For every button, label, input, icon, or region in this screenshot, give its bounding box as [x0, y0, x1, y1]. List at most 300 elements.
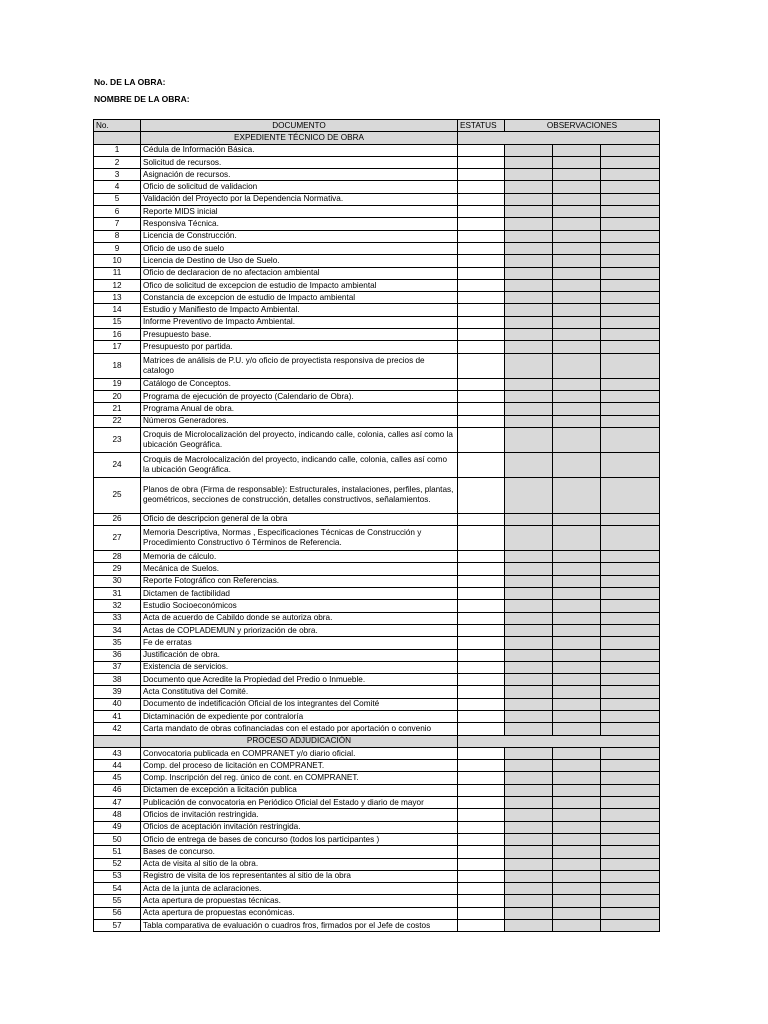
status-cell[interactable]: [458, 723, 505, 735]
document-name: Croquis de Macrolocalización del proyecto, indicando calle, colonia, calles así como la ubicación Geográfica.: [141, 452, 458, 477]
observation-cell[interactable]: [553, 563, 601, 575]
observation-cell[interactable]: [601, 353, 660, 378]
observation-cell[interactable]: [505, 513, 553, 525]
status-cell[interactable]: [458, 846, 505, 858]
observation-cell[interactable]: [505, 255, 553, 267]
observation-cell[interactable]: [505, 403, 553, 415]
observation-cell[interactable]: [553, 477, 601, 513]
observation-cell[interactable]: [601, 513, 660, 525]
observation-cell[interactable]: [601, 427, 660, 452]
row-number: 35: [94, 637, 141, 649]
observation-cell[interactable]: [553, 403, 601, 415]
observation-cell[interactable]: [601, 883, 660, 895]
status-cell[interactable]: [458, 230, 505, 242]
document-name: Dictamen de factibilidad: [141, 588, 458, 600]
observation-cell[interactable]: [505, 526, 553, 551]
observation-cell[interactable]: [601, 230, 660, 242]
status-cell[interactable]: [458, 292, 505, 304]
status-cell[interactable]: [458, 267, 505, 279]
observation-cell[interactable]: [601, 169, 660, 181]
observation-cell[interactable]: [553, 575, 601, 587]
observation-cell[interactable]: [553, 513, 601, 525]
status-cell[interactable]: [458, 329, 505, 341]
document-name: Croquis de Microlocalización del proyecto, indicando calle, colonia, calles así como la ubicación Geográfica.: [141, 427, 458, 452]
status-cell[interactable]: [458, 821, 505, 833]
row-number: 34: [94, 624, 141, 636]
observation-cell[interactable]: [553, 390, 601, 402]
status-cell[interactable]: [458, 403, 505, 415]
observation-cell[interactable]: [601, 920, 660, 932]
status-cell[interactable]: [458, 144, 505, 156]
status-cell[interactable]: [458, 156, 505, 168]
observation-cell[interactable]: [553, 242, 601, 254]
observation-cell[interactable]: [505, 267, 553, 279]
observation-cell[interactable]: [601, 279, 660, 291]
observation-cell[interactable]: [601, 846, 660, 858]
observation-cell[interactable]: [505, 821, 553, 833]
observation-cell[interactable]: [601, 156, 660, 168]
status-cell[interactable]: [458, 612, 505, 624]
column-header-no: No.: [94, 120, 141, 132]
observation-cell[interactable]: [553, 624, 601, 636]
observation-cell[interactable]: [505, 920, 553, 932]
observation-cell[interactable]: [553, 378, 601, 390]
observation-cell[interactable]: [505, 907, 553, 919]
document-name: Matrices de análisis de P.U. y/o oficio de proyectista responsiva de precios de catalogo: [141, 353, 458, 378]
observation-cell[interactable]: [601, 858, 660, 870]
observation-cell[interactable]: [601, 193, 660, 205]
status-cell[interactable]: [458, 698, 505, 710]
observation-cell[interactable]: [601, 710, 660, 722]
observation-cell[interactable]: [505, 686, 553, 698]
status-cell[interactable]: [458, 649, 505, 661]
observation-cell[interactable]: [601, 181, 660, 193]
status-cell[interactable]: [458, 784, 505, 796]
observation-cell[interactable]: [505, 329, 553, 341]
document-name: Cédula de Información Básica.: [141, 144, 458, 156]
observation-cell[interactable]: [505, 747, 553, 759]
observation-cell[interactable]: [601, 415, 660, 427]
observation-cell[interactable]: [601, 563, 660, 575]
status-cell[interactable]: [458, 551, 505, 563]
observation-cell[interactable]: [601, 218, 660, 230]
document-name: Oficio de entrega de bases de concurso (todos los participantes ): [141, 833, 458, 845]
observation-cell[interactable]: [505, 870, 553, 882]
observation-cell[interactable]: [505, 710, 553, 722]
row-number: 21: [94, 403, 141, 415]
observation-cell[interactable]: [553, 193, 601, 205]
status-cell[interactable]: [458, 870, 505, 882]
row-number: 48: [94, 809, 141, 821]
observation-cell[interactable]: [553, 218, 601, 230]
status-cell[interactable]: [458, 710, 505, 722]
table-row: [94, 563, 660, 575]
observation-cell[interactable]: [601, 551, 660, 563]
observation-cell[interactable]: [601, 661, 660, 673]
observation-cell[interactable]: [601, 674, 660, 686]
observation-cell[interactable]: [505, 588, 553, 600]
observation-cell[interactable]: [505, 895, 553, 907]
observation-cell[interactable]: [505, 661, 553, 673]
observation-cell[interactable]: [601, 390, 660, 402]
row-number: 2: [94, 156, 141, 168]
status-cell[interactable]: [458, 415, 505, 427]
observation-cell[interactable]: [601, 797, 660, 809]
table-row: [94, 698, 660, 710]
observation-cell[interactable]: [505, 193, 553, 205]
table-row: [94, 169, 660, 181]
observation-cell[interactable]: [601, 341, 660, 353]
observation-cell[interactable]: [553, 870, 601, 882]
observation-cell[interactable]: [505, 316, 553, 328]
observation-cell[interactable]: [601, 821, 660, 833]
status-cell[interactable]: [458, 353, 505, 378]
observation-cell[interactable]: [601, 833, 660, 845]
observation-cell[interactable]: [601, 637, 660, 649]
observation-cell[interactable]: [553, 895, 601, 907]
observation-cell[interactable]: [553, 230, 601, 242]
observation-cell[interactable]: [601, 292, 660, 304]
observation-cell[interactable]: [505, 144, 553, 156]
document-name: Presupuesto por partida.: [141, 341, 458, 353]
observation-cell[interactable]: [601, 452, 660, 477]
status-cell[interactable]: [458, 181, 505, 193]
observation-cell[interactable]: [553, 255, 601, 267]
observation-cell[interactable]: [601, 600, 660, 612]
observation-cell[interactable]: [601, 378, 660, 390]
observation-cell[interactable]: [601, 723, 660, 735]
observation-cell[interactable]: [601, 907, 660, 919]
observation-cell[interactable]: [601, 255, 660, 267]
table-row: [94, 588, 660, 600]
observation-cell[interactable]: [505, 206, 553, 218]
document-name: Carta mandato de obras cofinanciadas con el estado por aportación o convenio: [141, 723, 458, 735]
observation-cell[interactable]: [601, 760, 660, 772]
status-cell[interactable]: [458, 772, 505, 784]
table-row: [94, 686, 660, 698]
table-row: [94, 304, 660, 316]
status-cell[interactable]: [458, 279, 505, 291]
document-name: Validación del Proyecto por la Dependencia Normativa.: [141, 193, 458, 205]
status-cell[interactable]: [458, 427, 505, 452]
observation-cell[interactable]: [553, 415, 601, 427]
row-number: 33: [94, 612, 141, 624]
observation-cell[interactable]: [505, 551, 553, 563]
status-cell[interactable]: [458, 242, 505, 254]
observation-cell[interactable]: [601, 206, 660, 218]
row-number: 30: [94, 575, 141, 587]
table-row: [94, 156, 660, 168]
observation-cell[interactable]: [505, 353, 553, 378]
status-cell[interactable]: [458, 747, 505, 759]
table-row: [94, 477, 660, 513]
column-header-estatus: ESTATUS: [458, 120, 505, 132]
observation-cell[interactable]: [505, 279, 553, 291]
observation-cell[interactable]: [601, 747, 660, 759]
status-cell[interactable]: [458, 809, 505, 821]
observation-cell[interactable]: [505, 846, 553, 858]
observation-cell[interactable]: [553, 169, 601, 181]
row-number: 39: [94, 686, 141, 698]
observation-cell[interactable]: [505, 390, 553, 402]
observation-cell[interactable]: [505, 169, 553, 181]
table-row: [94, 230, 660, 242]
observation-cell[interactable]: [505, 575, 553, 587]
status-cell[interactable]: [458, 858, 505, 870]
observation-cell[interactable]: [505, 600, 553, 612]
document-name: Justificación de obra.: [141, 649, 458, 661]
observation-cell[interactable]: [553, 267, 601, 279]
observation-cell[interactable]: [505, 230, 553, 242]
document-name: Estudio Socioeconómicos: [141, 600, 458, 612]
observation-cell[interactable]: [553, 747, 601, 759]
status-cell[interactable]: [458, 193, 505, 205]
status-cell[interactable]: [458, 255, 505, 267]
observation-cell[interactable]: [553, 821, 601, 833]
observation-cell[interactable]: [505, 833, 553, 845]
status-cell[interactable]: [458, 452, 505, 477]
observation-cell[interactable]: [505, 797, 553, 809]
row-number: 29: [94, 563, 141, 575]
observation-cell[interactable]: [553, 156, 601, 168]
table-row: [94, 907, 660, 919]
observation-cell[interactable]: [505, 242, 553, 254]
status-cell[interactable]: [458, 588, 505, 600]
status-cell[interactable]: [458, 563, 505, 575]
observation-cell[interactable]: [601, 895, 660, 907]
observation-cell[interactable]: [553, 686, 601, 698]
document-name: Oficios de aceptación invitación restringida.: [141, 821, 458, 833]
document-name: Oficio de solicitud de validacion: [141, 181, 458, 193]
row-number: 5: [94, 193, 141, 205]
observation-cell[interactable]: [505, 427, 553, 452]
status-cell[interactable]: [458, 378, 505, 390]
observation-cell[interactable]: [505, 452, 553, 477]
observation-cell[interactable]: [601, 304, 660, 316]
observation-cell[interactable]: [553, 760, 601, 772]
table-row: [94, 255, 660, 267]
observation-cell[interactable]: [505, 649, 553, 661]
observation-cell[interactable]: [553, 316, 601, 328]
row-number: 17: [94, 341, 141, 353]
observation-cell[interactable]: [505, 292, 553, 304]
observation-cell[interactable]: [601, 649, 660, 661]
observation-cell[interactable]: [601, 403, 660, 415]
document-name: Oficios de invitación restringida.: [141, 809, 458, 821]
observation-cell[interactable]: [553, 920, 601, 932]
document-name: Acta apertura de propuestas económicas.: [141, 907, 458, 919]
document-name: Planos de obra (Firma de responsable): Estructurales, instalaciones, perfiles, plantas, geométricos, secciones de construcción, detalles constructivos, señalamientos.: [141, 477, 458, 513]
table-row: [94, 353, 660, 378]
status-cell[interactable]: [458, 206, 505, 218]
document-name: Mecánica de Suelos.: [141, 563, 458, 575]
status-cell[interactable]: [458, 477, 505, 513]
document-name: Documento de indetificación Oficial de los integrantes del Comité: [141, 698, 458, 710]
status-cell[interactable]: [458, 833, 505, 845]
observation-cell[interactable]: [505, 698, 553, 710]
document-name: Oficio de uso de suelo: [141, 242, 458, 254]
observation-cell[interactable]: [553, 341, 601, 353]
observation-cell[interactable]: [553, 612, 601, 624]
observation-cell[interactable]: [553, 551, 601, 563]
observation-cell[interactable]: [553, 858, 601, 870]
observation-cell[interactable]: [601, 624, 660, 636]
document-name: Programa de ejecución de proyecto (Calendario de Obra).: [141, 390, 458, 402]
row-number: 53: [94, 870, 141, 882]
status-cell[interactable]: [458, 637, 505, 649]
observation-cell[interactable]: [601, 329, 660, 341]
observation-cell[interactable]: [601, 477, 660, 513]
observation-cell[interactable]: [553, 833, 601, 845]
observation-cell[interactable]: [601, 316, 660, 328]
observation-cell[interactable]: [553, 649, 601, 661]
observation-cell[interactable]: [505, 772, 553, 784]
status-cell[interactable]: [458, 907, 505, 919]
observation-cell[interactable]: [553, 797, 601, 809]
observation-cell[interactable]: [505, 858, 553, 870]
observation-cell[interactable]: [505, 341, 553, 353]
table-row: [94, 846, 660, 858]
observation-cell[interactable]: [505, 674, 553, 686]
observation-cell[interactable]: [553, 144, 601, 156]
status-cell[interactable]: [458, 600, 505, 612]
observation-cell[interactable]: [505, 477, 553, 513]
table-row: [94, 784, 660, 796]
table-row: [94, 378, 660, 390]
row-number: 10: [94, 255, 141, 267]
observation-cell[interactable]: [553, 637, 601, 649]
row-number: 57: [94, 920, 141, 932]
observation-cell[interactable]: [553, 588, 601, 600]
observation-cell[interactable]: [505, 637, 553, 649]
observation-cell[interactable]: [505, 809, 553, 821]
observation-cell[interactable]: [505, 563, 553, 575]
document-name: Reporte MIDS inicial: [141, 206, 458, 218]
observation-cell[interactable]: [553, 279, 601, 291]
row-number: 23: [94, 427, 141, 452]
document-name: Documento que Acredite la Propiedad del Predio o Inmueble.: [141, 674, 458, 686]
observation-cell[interactable]: [553, 846, 601, 858]
observation-cell[interactable]: [553, 809, 601, 821]
observation-cell[interactable]: [553, 353, 601, 378]
status-cell[interactable]: [458, 895, 505, 907]
observation-cell[interactable]: [505, 624, 553, 636]
section-header-blank: [94, 132, 141, 144]
observation-cell[interactable]: [553, 329, 601, 341]
column-header-documento: DOCUMENTO: [141, 120, 458, 132]
observation-cell[interactable]: [601, 575, 660, 587]
observation-cell[interactable]: [505, 883, 553, 895]
table-row: [94, 292, 660, 304]
observation-cell[interactable]: [553, 784, 601, 796]
status-cell[interactable]: [458, 304, 505, 316]
row-number: 1: [94, 144, 141, 156]
observation-cell[interactable]: [553, 452, 601, 477]
document-name: Estudio y Manifiesto de Impacto Ambiental.: [141, 304, 458, 316]
table-row: [94, 415, 660, 427]
status-cell[interactable]: [458, 797, 505, 809]
observation-cell[interactable]: [553, 674, 601, 686]
observation-cell[interactable]: [505, 760, 553, 772]
status-cell[interactable]: [458, 575, 505, 587]
observation-cell[interactable]: [505, 415, 553, 427]
status-cell[interactable]: [458, 760, 505, 772]
observation-cell[interactable]: [553, 427, 601, 452]
observation-cell[interactable]: [553, 304, 601, 316]
table-row: [94, 674, 660, 686]
status-cell[interactable]: [458, 674, 505, 686]
observation-cell[interactable]: [553, 907, 601, 919]
observation-cell[interactable]: [601, 686, 660, 698]
observation-cell[interactable]: [505, 304, 553, 316]
table-row: [94, 181, 660, 193]
observation-cell[interactable]: [553, 181, 601, 193]
obra-number-label: No. DE LA OBRA:: [94, 77, 166, 87]
status-cell[interactable]: [458, 661, 505, 673]
observation-cell[interactable]: [553, 698, 601, 710]
observation-cell[interactable]: [601, 698, 660, 710]
status-cell[interactable]: [458, 920, 505, 932]
status-cell[interactable]: [458, 513, 505, 525]
observation-cell[interactable]: [601, 784, 660, 796]
document-name: Acta Constitutiva del Comité.: [141, 686, 458, 698]
status-cell[interactable]: [458, 169, 505, 181]
row-number: 12: [94, 279, 141, 291]
observation-cell[interactable]: [505, 378, 553, 390]
observation-cell[interactable]: [601, 144, 660, 156]
observation-cell[interactable]: [601, 612, 660, 624]
observation-cell[interactable]: [505, 723, 553, 735]
observation-cell[interactable]: [553, 526, 601, 551]
document-name: Asignación de recursos.: [141, 169, 458, 181]
status-cell[interactable]: [458, 316, 505, 328]
row-number: 45: [94, 772, 141, 784]
observation-cell[interactable]: [601, 588, 660, 600]
row-number: 32: [94, 600, 141, 612]
section-header-blank: [458, 735, 660, 747]
observation-cell[interactable]: [505, 784, 553, 796]
observation-cell[interactable]: [601, 242, 660, 254]
observation-cell[interactable]: [505, 612, 553, 624]
observation-cell[interactable]: [601, 870, 660, 882]
row-number: 31: [94, 588, 141, 600]
status-cell[interactable]: [458, 883, 505, 895]
observation-cell[interactable]: [553, 772, 601, 784]
observation-cell[interactable]: [553, 292, 601, 304]
observation-cell[interactable]: [505, 181, 553, 193]
observation-cell[interactable]: [553, 600, 601, 612]
row-number: 50: [94, 833, 141, 845]
status-cell[interactable]: [458, 341, 505, 353]
status-cell[interactable]: [458, 390, 505, 402]
status-cell[interactable]: [458, 526, 505, 551]
observation-cell[interactable]: [505, 156, 553, 168]
observation-cell[interactable]: [553, 883, 601, 895]
observation-cell[interactable]: [553, 710, 601, 722]
status-cell[interactable]: [458, 218, 505, 230]
observation-cell[interactable]: [553, 723, 601, 735]
status-cell[interactable]: [458, 624, 505, 636]
observation-cell[interactable]: [505, 218, 553, 230]
observation-cell[interactable]: [553, 661, 601, 673]
status-cell[interactable]: [458, 686, 505, 698]
observation-cell[interactable]: [601, 772, 660, 784]
observation-cell[interactable]: [601, 809, 660, 821]
observation-cell[interactable]: [601, 526, 660, 551]
observation-cell[interactable]: [553, 206, 601, 218]
table-row: [94, 637, 660, 649]
observation-cell[interactable]: [601, 267, 660, 279]
